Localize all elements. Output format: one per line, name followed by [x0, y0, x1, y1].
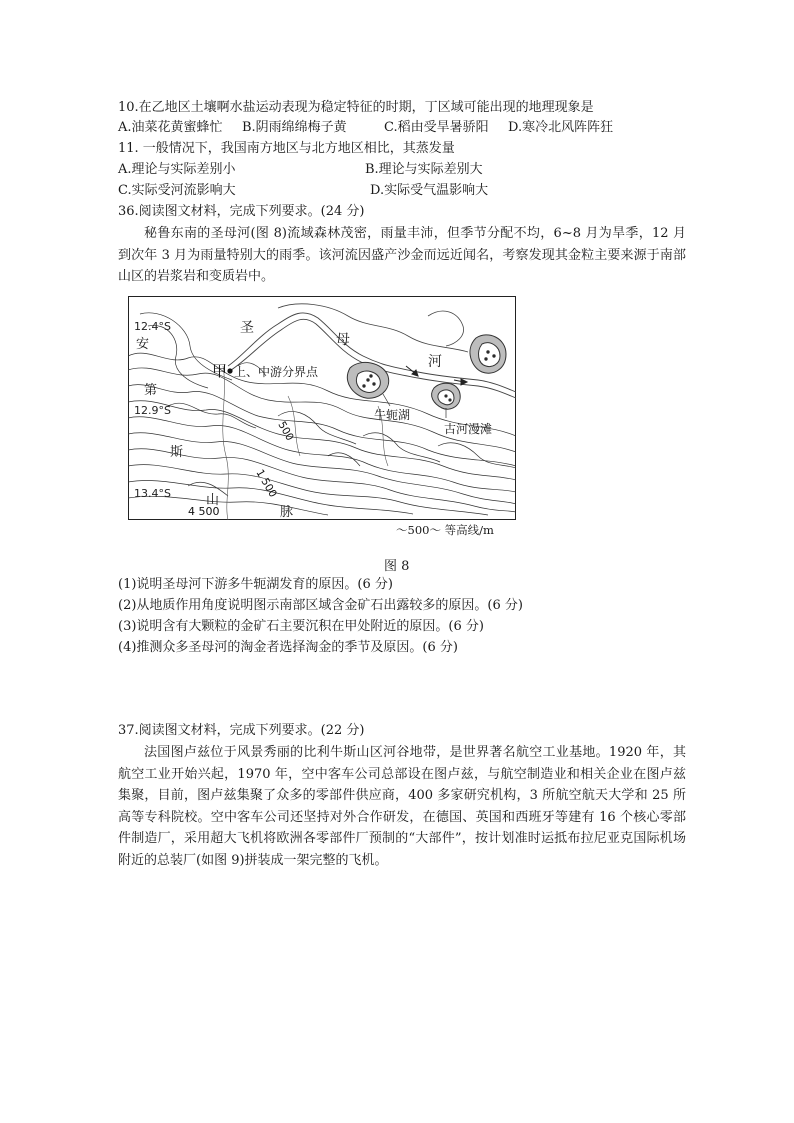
river-name-char-3: 河 — [428, 354, 442, 370]
q36-paragraph: 秘鲁东南的圣母河(图 8)流域森林茂密，雨量丰沛，但季节分配不均，6~8 月为旱季，12 月到次年 3 月为雨量特别大的雨季。该河流因盛产沙金而远近闻名，考察发现其金粒主要来源于南部山区的岩浆岩和变质岩中。 — [118, 226, 686, 284]
river-name-char-1: 圣 — [240, 320, 254, 336]
floodplain-label: 古河漫滩 — [444, 422, 493, 436]
contour-label-500: 500 — [275, 419, 296, 443]
range-name-char-4: 山 — [206, 493, 220, 508]
q10-stem: 10.在乙地区土壤啊水盐运动表现为稳定特征的时期，丁区域可能出现的地理现象是 — [118, 100, 594, 115]
contour-label-4500: 4 500 — [188, 505, 220, 518]
q11-option-b: B.理论与实际差别大 — [365, 162, 483, 177]
q37-paragraph: 法国图卢兹位于风景秀丽的比利牛斯山区河谷地带，是世界著名航空工业基地。1920 年，其航空工业开始兴起，1970 年，空中客车公司总部设在图卢兹，与航空制造业和相关企业在图卢兹集聚，目前，图卢兹集聚了众多的零部件供应商，400 多家研究机构，3 所航空航天大学和 25 所高等专科院校。空中客车公司还坚持对外合作研发，在德国、英国和西班牙等建有 16 个核心零部件制造厂，采用超大飞机将欧洲各零部件厂预制的“大部件”，按计划准时运抵布拉尼亚克国际机场附近的总装厂(如图 9)拼装成一架完整的飞机。 — [118, 745, 686, 868]
q11-option-a: A.理论与实际差别小 — [118, 162, 236, 177]
lat-label-13-4: 13.4°S — [134, 487, 171, 500]
topographic-map — [128, 296, 516, 520]
lat-label-12-9: 12.9°S — [134, 404, 171, 417]
lat-label-12-4: 12.4°S — [134, 320, 171, 333]
range-name-char-3: 斯 — [170, 445, 184, 460]
q36-heading: 36.阅读图文材料，完成下列要求。(24 分) — [118, 204, 365, 219]
q11-stem: 11. 一般情况下，我国南方地区与北方地区相比，其蒸发量 — [118, 141, 455, 156]
q11-option-c: C.实际受河流影响大 — [118, 183, 236, 198]
q10-option-c: C.稻由受旱暑骄阳 — [384, 120, 489, 135]
oxbow-lake-label: 牛轭湖 — [374, 408, 411, 422]
q10-option-a: A.油菜花黄蜜蜂忙 — [118, 120, 223, 135]
q36-subquestion-1: (1)说明圣母河下游多牛轭湖发育的原因。(6 分) — [118, 577, 393, 592]
boundary-point-label: 上、中游分界点 — [234, 365, 319, 379]
figure-caption: 图 8 — [384, 559, 410, 574]
point-jia-marker — [227, 368, 232, 373]
q36-subquestion-2: (2)从地质作用角度说明图示南部区域含金矿石出露较多的原因。(6 分) — [118, 598, 523, 613]
q36-subquestion-4: (4)推测众多圣母河的淘金者选择淘金的季节及原因。(6 分) — [118, 640, 458, 655]
point-jia-label: 甲 — [212, 362, 228, 380]
range-name-char-2: 第 — [144, 383, 158, 398]
q11-option-d: D.实际受气温影响大 — [370, 183, 489, 198]
q37-heading: 37.阅读图文材料，完成下列要求。(22 分) — [118, 723, 365, 738]
map-legend: ～500～ 等高线/m — [396, 523, 494, 537]
q10-option-d: D.寒冷北风阵阵狂 — [508, 120, 614, 135]
range-name-char-5: 脉 — [280, 505, 294, 520]
oxbow-lake-right — [470, 335, 506, 373]
q36-subquestion-3: (3)说明含有大颗粒的金矿石主要沉积在甲处附近的原因。(6 分) — [118, 619, 484, 634]
contour-label-1500: 1 500 — [253, 467, 279, 500]
q10-option-b: B.阴雨绵绵梅子黄 — [242, 120, 347, 135]
river-name-char-2: 母 — [336, 332, 350, 348]
range-name-char-1: 安 — [136, 337, 150, 352]
